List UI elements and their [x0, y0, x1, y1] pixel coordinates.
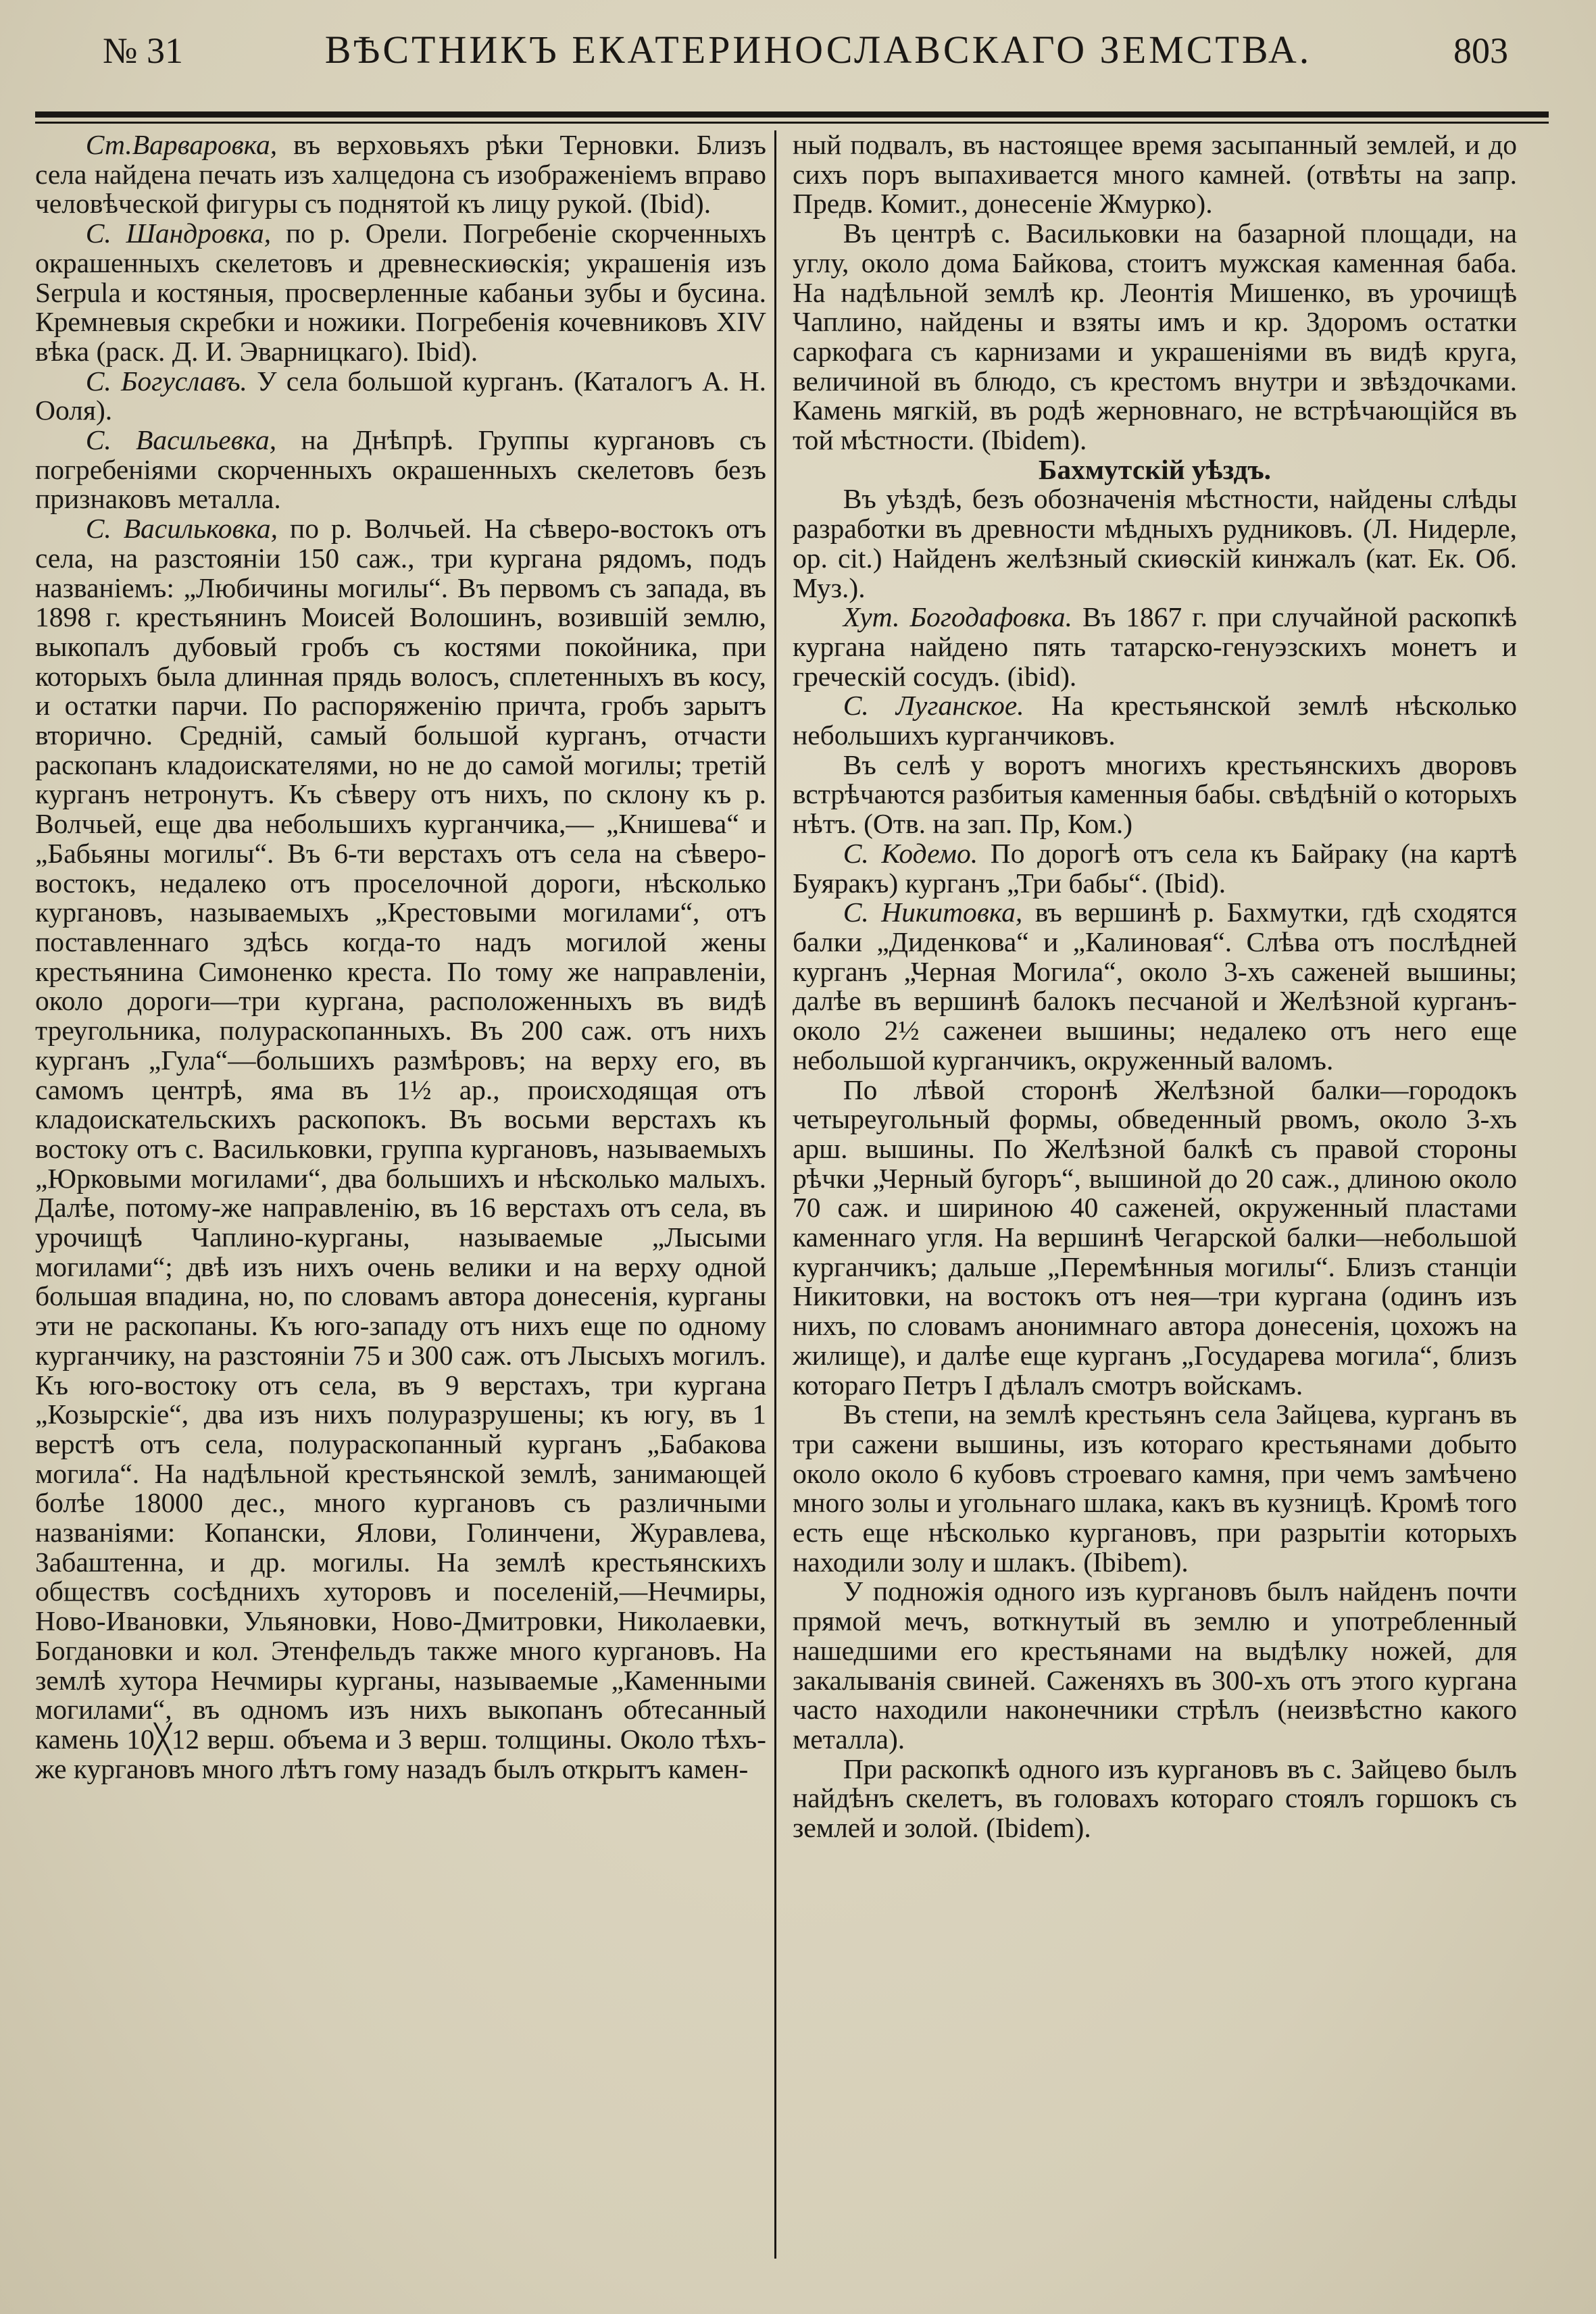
masthead — [35, 27, 1549, 91]
paragraph-text: по р. Орели. Погребеніе скорченныхъ окрашенныхъ скелетовъ и древнескиѳскія; украшенія изъ Serpula и костяныя, просверленные кабаньи зубы и бусина. Кремневыя скребки и ножики. Погребенія кочевниковъ XIV вѣка (раск. Д. И. Эварницкаго). Ibid). — [35, 218, 766, 367]
place-name: С. Васильковка, — [85, 513, 278, 545]
paragraph-text: По дорогѣ отъ села къ Байраку (на картѣ Буяракъ) курганъ „Три бабы“. (Ibid). — [793, 837, 1518, 899]
place-name: С. Луганское. — [843, 690, 1024, 722]
section-heading: Бахмутскій уѣздъ. — [1038, 453, 1272, 485]
place-name: Хут. Богодафовка. — [843, 601, 1073, 633]
paragraph — [793, 1577, 1517, 1754]
paragraph — [35, 130, 766, 219]
header-rule-thin — [35, 122, 1549, 124]
place-name: Ст.Варваровка, — [85, 129, 278, 160]
place-name: С. Богуславъ. — [85, 365, 247, 397]
paragraph-text: Въ степи, на землѣ крестьянъ села Зайцева, курганъ въ три сажени вышины, изъ котораго крестьянами добыто около около 6 кубовъ строеваго камня, при чемъ замѣчено много золы и угольнаго шлака, какъ въ кузницѣ. Кромѣ того есть еще нѣсколько кургановъ, при разрытіи которыхъ находили золу и шлакъ. (Ibibem). — [793, 1399, 1517, 1578]
journal-title: ВѢСТНИКЪ ЕКАТЕРИНОСЛАВСКАГО ЗЕМСТВА. — [324, 28, 1312, 72]
paragraph — [793, 898, 1517, 1075]
place-name: С. Никитовка, — [843, 897, 1023, 928]
right-column — [780, 130, 1517, 2259]
paragraph-text: по р. Волчьей. На сѣверо-востокъ отъ села, на разстояніи 150 саж., три кургана рядомъ, подъ названіемъ: „Любичины могилы“. Въ первомъ съ запада, въ 1898 г. крестьянинъ Моисей Волошинъ, возившій землю, выкопалъ дубовый гробъ съ костями покойника, при которыхъ была длинная прядь волосъ, сплетенныхъ въ косу, и остатки парчи. По распоряженію причта, гробъ зарытъ вторично. Средній, самый большой курганъ, отчасти раскопанъ кладоискателями, но не до самой могилы; третій курганъ нетронутъ. Къ сѣверу отъ нихъ, по склону къ р. Волчьей, еще два небольшихъ курганчика,— „Книшева“ и „Бабьяны могилы“. Въ 6-ти верстахъ отъ села на сѣверо-востокъ, недалеко отъ проселочной дороги, нѣсколько кургановъ, называемыхъ „Крестовыми могилами“, отъ поставленнаго здѣсь когда-то надъ могилой жены крестьянина Симоненко креста. По тому же направленіи, около дороги—три кургана, расположенныхъ въ видѣ треугольника, полураскопанныхъ. Въ 200 саж. отъ нихъ курганъ „Гула“—большихъ размѣровъ; на верху его, въ самомъ центрѣ, яма въ 1½ ар., происходящая отъ кладоискательскихъ раскопокъ. Въ восьми верстахъ къ востоку отъ с. Васильковки, группа кургановъ, называемыхъ „Юрковыми могилами“, два большихъ и нѣсколько малыхъ. Далѣе, потому-же направленію, въ 16 верстахъ отъ села, въ урочищѣ Чаплино-курганы, называемые „Лысыми могилами“; двѣ изъ нихъ очень велики и на верху одной большая впадина, но, по словамъ автора донесенія, курганы эти не раскопаны. Къ юго-западу отъ нихъ еще по одному курганчику, на разстояніи 75 и 300 саж. отъ Лысыхъ могилъ. Къ юго-востоку отъ села, въ 9 верстахъ, три кургана „Козырскіе“, два изъ нихъ полуразрушены; къ югу, въ 1 верстѣ отъ села, полураскопанный курганъ „Бабакова могила“. На надѣльной крестьянской землѣ, занимающей болѣе 18000 дес., много кургановъ съ различными названіями: Копански, Ялови, Голинчени, Журавлева, Забаштенна, и др. могилы. На землѣ крестьянскихъ обществъ сосѣднихъ хуторовъ и поселеній,—Нечмиры, Ново-Ивановки, Ульяновки, Ново-Дмитровки, Николаевки, Богдановки и кол. Этенфельдъ также много кургановъ. На землѣ хутора Нечмиры курганы, называемые „Каменными могилами“, въ одномъ изъ нихъ выкопанъ обтесанный камень 10╳12 верш. объема и 3 верш. толщины. Около тѣхъ-же кургановъ много лѣтъ гому назадъ былъ открытъ камен- — [35, 513, 766, 1784]
paragraph — [35, 514, 766, 1784]
paragraph-text: Въ уѣздѣ, безъ обозначенія мѣстности, найдены слѣды разработки въ древности мѣдныхъ рудниковъ. (Л. Нидерле, op. cit.) Найденъ желѣзный скиѳскій кинжалъ (кат. Ек. Об. Муз.). — [793, 483, 1517, 603]
text-columns — [35, 130, 1549, 2259]
paragraph — [793, 691, 1517, 750]
paragraph — [35, 367, 766, 426]
issue-number: № 31 — [103, 30, 184, 71]
paragraph-text: на Днѣпрѣ. Группы кургановъ съ погребеніями скорченныхъ окрашенныхъ скелетовъ безъ признаковъ металла. — [35, 424, 766, 515]
paragraph — [793, 484, 1517, 603]
paragraph — [793, 751, 1517, 839]
paragraph-text: Въ центрѣ с. Васильковки на базарной площади, на углу, около дома Байкова, стоитъ мужская каменная баба. На надѣльной землѣ кр. Леонтія Мишенко, въ урочищѣ Чаплино, найдены и взяты имъ и кр. Здоромъ остатки саркофага съ карнизами и украшеніями въ видѣ круга, величиной въ блюдо, съ крестомъ внутри и звѣздочками. Камень мягкій, въ родѣ жерновнаго, не встрѣчающійся въ той мѣстности. (Ibidem). — [793, 218, 1517, 456]
page-number: 803 — [1453, 30, 1508, 71]
header-rule-thick — [35, 111, 1549, 118]
paragraph — [793, 1076, 1517, 1401]
place-name: С. Васильевка, — [85, 424, 277, 456]
left-column — [35, 130, 772, 2259]
paragraph — [793, 219, 1517, 455]
paragraph — [793, 1400, 1517, 1577]
paragraph-text: У подножія одного изъ кургановъ былъ найденъ почти прямой мечъ, воткнутый въ землю и употребленный нашедшими его крестьянами на выдѣлку ножей, для закалыванія свиней. Саженяхъ въ 300-хъ отъ этого кургана часто находили наконечники стрѣлъ (неизвѣстно какого металла). — [793, 1576, 1517, 1755]
paragraph — [793, 603, 1517, 691]
place-name: С. Шандровка, — [85, 218, 272, 249]
paragraph-text: По лѣвой сторонѣ Желѣзной балки—городокъ четыреугольный формы, обведенный рвомъ, около 3-хъ арш. вышины. По Желѣзной балкѣ съ правой стороны рѣчки „Черный бугоръ“, вышиной до 20 саж., длиною около 70 саж. и шириною 40 саженей, окруженный пластами каменнаго угля. На вершинѣ Чегарской балки—небольшой курганчикъ; дальше „Перемѣнныя могилы“. Близъ станціи Никитовки, на востокъ отъ нея—три кургана (одинъ изъ нихъ, по словамъ анонимнаго автора донесенія, цохожъ на жилище), и далѣе еще курганъ „Государева могила“, близъ котораго Петръ I дѣлалъ смотръ войскамъ. — [793, 1074, 1517, 1401]
paragraph-text: При раскопкѣ одного изъ кургановъ въ с. Зайцево былъ найдѣнъ скелетъ, въ головахъ котораго стоялъ горшокъ съ землей и золой. (Ibidem). — [793, 1753, 1517, 1844]
paragraph-text: Въ селѣ у воротъ многихъ крестьянскихъ дворовъ встрѣчаются разбитыя каменныя бабы. свѣдѣній о которыхъ нѣтъ. (Отв. на зап. Пр, Ком.) — [793, 749, 1517, 840]
place-name: С. Кодемо. — [843, 837, 978, 869]
paragraph — [793, 130, 1517, 219]
paragraph-text: На крестьянской землѣ нѣсколько небольшихъ курганчиковъ. — [793, 690, 1518, 751]
column-divider — [774, 130, 776, 2259]
paragraph — [793, 1755, 1517, 1843]
paragraph-text: ный подвалъ, въ настоящее время засыпанный землей, и до сихъ поръ выпахивается много камней. (отвѣты на запр. Предв. Комит., донесеніе Жмурко). — [793, 129, 1517, 220]
paragraph-text: въ верховьяхъ рѣки Терновки. Близъ села найдена печать изъ халцедона съ изображеніемъ вправо человѣческой фигуры съ поднятой къ лицу рукой. (Ibid). — [35, 129, 766, 220]
paragraph — [793, 839, 1517, 898]
paragraph-text: въ вершинѣ р. Бахмутки, гдѣ сходятся балки „Диденкова“ и „Калиновая“. Слѣва отъ послѣдней курганъ „Черная Могила“, около 3-хъ саженей вышины; далѣе въ вершинѣ балокъ песчаной и Желѣзной курганъ-около 2½ саженеи вышины; недалеко отъ него еще небольшой курганчикъ, окруженный валомъ. — [793, 897, 1517, 1076]
paragraph — [35, 426, 766, 514]
paragraph-text: У села большой курганъ. (Каталогъ А. Н. Ооля). — [35, 365, 766, 426]
paragraph-text: Въ 1867 г. при случайной раскопкѣ кургана найдено пять татарско-генуэзскихъ монетъ и греческій сосудъ. (ibid). — [793, 601, 1517, 692]
paragraph — [35, 219, 766, 367]
